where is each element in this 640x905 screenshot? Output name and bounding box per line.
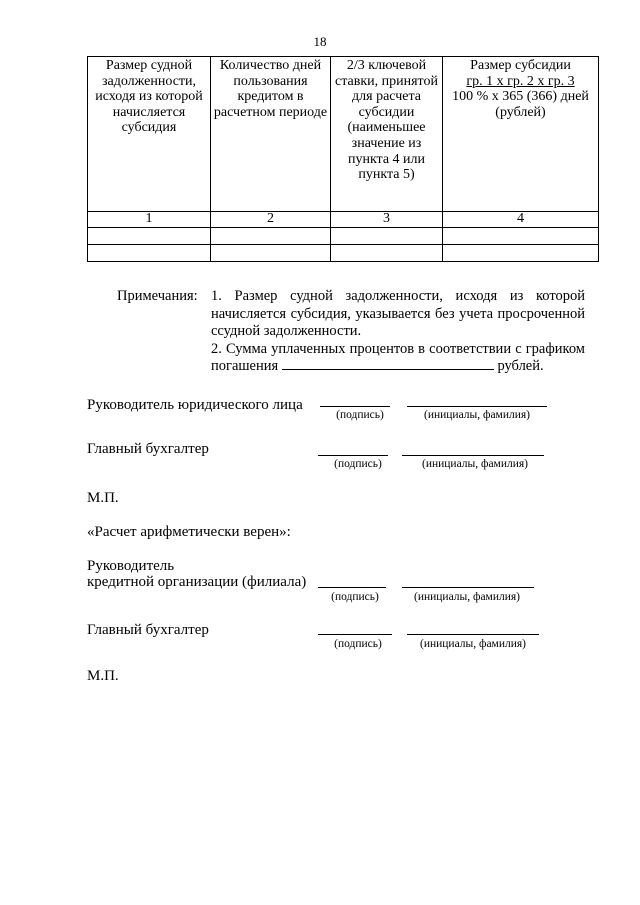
table-cell bbox=[331, 228, 443, 245]
table-row bbox=[88, 245, 599, 262]
name-line bbox=[402, 455, 544, 456]
note-1: 1. Размер судной задолженности, исходя из которой начисляется субсидия, указывается без учета просроченной ссудной задолженности. bbox=[211, 288, 585, 339]
name-line bbox=[407, 634, 539, 635]
header-subsidy-formula-bottom: 100 % х 365 (366) дней bbox=[452, 89, 589, 105]
signature-line bbox=[320, 406, 390, 407]
table-row bbox=[88, 228, 599, 245]
name-line bbox=[402, 587, 534, 588]
table-cell bbox=[88, 245, 211, 262]
table-cell bbox=[443, 245, 599, 262]
signature-line bbox=[318, 634, 392, 635]
signature-caption: (подпись) bbox=[334, 458, 382, 470]
subsidy-table bbox=[87, 56, 599, 262]
bank-head-label-line1: Руководитель bbox=[87, 558, 175, 574]
header-subsidy-unit: (рублей) bbox=[495, 104, 546, 120]
name-caption: (инициалы, фамилия) bbox=[413, 591, 521, 603]
chief-accountant-label: Главный бухгалтер bbox=[87, 441, 209, 457]
header-subsidy-formula-top: гр. 1 х гр. 2 х гр. 3 bbox=[466, 73, 575, 89]
signature-caption: (подпись) bbox=[334, 638, 382, 650]
signature-caption: (подпись) bbox=[336, 409, 384, 421]
notes-body bbox=[211, 288, 585, 376]
table-cell bbox=[443, 228, 599, 245]
column-number: 3 bbox=[331, 212, 443, 228]
org-head-label: Руководитель юридического лица bbox=[87, 397, 303, 413]
name-caption: (инициалы, фамилия) bbox=[419, 638, 527, 650]
page-number: 18 bbox=[313, 34, 327, 49]
header-days-count: Количество дней пользования кредитом в расчетном периоде bbox=[211, 57, 331, 212]
stamp-label: М.П. bbox=[87, 490, 119, 506]
chief-accountant-2-label: Главный бухгалтер bbox=[87, 622, 209, 638]
header-key-rate: 2/3 ключевой ставки, принятой для расчета субсидии (наименьшее значение из пункта 4 или пункта 5) bbox=[331, 57, 443, 212]
column-number: 4 bbox=[443, 212, 599, 228]
table-cell bbox=[331, 245, 443, 262]
name-line bbox=[407, 406, 547, 407]
stamp-2-label: М.П. bbox=[87, 668, 119, 684]
signature-caption: (подпись) bbox=[331, 591, 379, 603]
column-number: 2 bbox=[211, 212, 331, 228]
table-cell bbox=[211, 245, 331, 262]
note-2-unit: рублей. bbox=[497, 358, 544, 374]
table-cell bbox=[88, 228, 211, 245]
table-cell bbox=[211, 228, 331, 245]
header-subsidy-size bbox=[443, 57, 599, 212]
column-number: 1 bbox=[88, 212, 211, 228]
verified-label: «Расчет арифметически верен»: bbox=[87, 524, 291, 540]
name-caption: (инициалы, фамилия) bbox=[423, 409, 531, 421]
table-number-row bbox=[88, 212, 599, 228]
note-2-text: 2. Сумма уплаченных процентов в соответствии с графиком погашения bbox=[211, 340, 585, 374]
header-debt-size: Размер судной задолженности, исходя из которой начисляется субсидия bbox=[88, 57, 211, 212]
table-header-row bbox=[88, 57, 599, 212]
amount-blank-line bbox=[282, 369, 494, 370]
signature-line bbox=[318, 587, 386, 588]
notes-label: Примечания: bbox=[117, 288, 198, 304]
note-2 bbox=[211, 341, 585, 376]
bank-head-label-line2: кредитной организации (филиала) bbox=[87, 574, 307, 590]
name-caption: (инициалы, фамилия) bbox=[421, 458, 529, 470]
header-subsidy-title: Размер субсидии bbox=[470, 58, 571, 73]
signature-line bbox=[318, 455, 388, 456]
